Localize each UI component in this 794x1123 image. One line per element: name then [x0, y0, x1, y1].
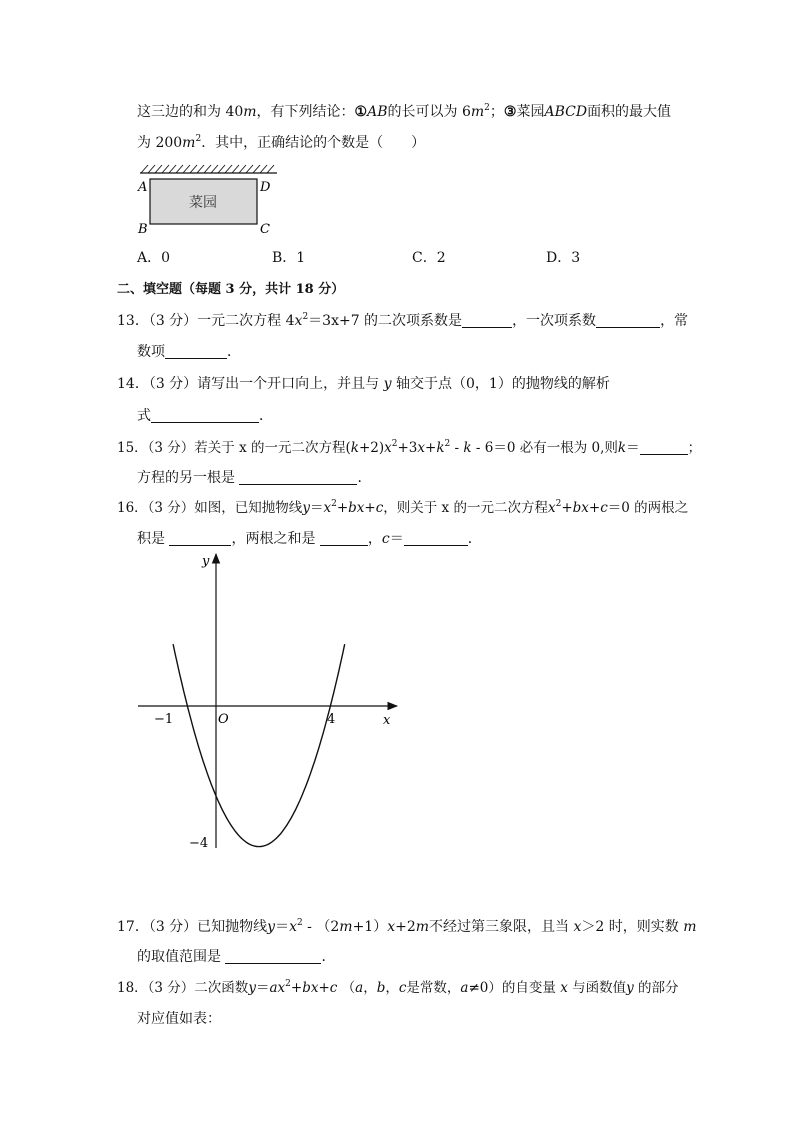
tick-label-x-minus-1: −1 [154, 712, 174, 727]
answer-blank[interactable] [640, 440, 688, 455]
option-d: D．3 [546, 250, 581, 266]
question-14: 14．（3 分）请写出一个开口向上，并且与 y 轴交于点（0，1）的抛物线的解析 [117, 376, 610, 392]
answer-blank[interactable] [596, 313, 660, 328]
x-axis-label: x [383, 713, 391, 728]
vertex-c: C [260, 222, 270, 237]
answer-blank[interactable] [169, 531, 231, 546]
origin-label: O [218, 712, 229, 727]
option-b: B．1 [272, 250, 306, 266]
question-18-line-2: 对应值如表： [137, 1011, 221, 1027]
tick-label-x-4: 4 [327, 712, 336, 727]
answer-blank[interactable] [165, 344, 227, 359]
vertex-b: B [138, 222, 148, 237]
question-15: 15．（3 分）若关于 x 的一元二次方程$(k+2)x^2+3x+k^2 - k - 6=0$ 必有一根为 0,则k＝ ； [117, 439, 702, 456]
answer-blank[interactable] [404, 531, 468, 546]
question-16: 16．（3 分）如图，已知抛物线$y=x^2+bx+c$，则关于 x 的一元二次方程$x^2+bx+c=0$ 的两根之 [117, 499, 689, 516]
vertex-d: D [260, 180, 271, 195]
intro-line-2: 为 $200m^2$．其中，正确结论的个数是（ ） [137, 134, 426, 151]
tick-label-y-minus-4: −4 [189, 836, 209, 851]
question-16-line-2: 积是 ，两根之和是 ，c＝ ． [137, 531, 482, 547]
answer-blank[interactable] [151, 408, 259, 423]
answer-blank[interactable] [225, 949, 321, 964]
y-axis-label: y [202, 554, 210, 569]
vertex-a: A [138, 180, 148, 195]
answer-blank[interactable] [320, 531, 368, 546]
garden-label: 菜园 [189, 195, 217, 211]
question-17: 17．（3 分）已知抛物线$y=x^2 - (2m+1)x+2m$不经过第三象限，且当 x＞2 时，则实数 m [117, 918, 697, 935]
question-18: 18．（3 分）二次函数$y=ax^2+bx+c$ （a，b，c是常数，a≠0）的自变量 x 与函数值y 的部分 [117, 979, 679, 996]
question-17-line-2: 的取值范围是 ． [137, 949, 336, 965]
question-13: 13．（3 分）一元二次方程 $4x^2=3x+7$ 的二次项系数是 ，一次项系数 ，常 [117, 312, 689, 329]
answer-blank[interactable] [239, 470, 357, 485]
intro-line-1: 这三边的和为 40m，有下列结论：①AB的长可以为 $6m^2$；③菜园ABCD面积的最大值 [137, 103, 672, 120]
question-15-line-2: 方程的另一根是 ． [137, 470, 372, 486]
option-a: A．0 [137, 250, 171, 266]
section-title: 二、填空题（每题 3 分，共计 18 分） [117, 282, 345, 297]
question-14-line-2: 式 ． [137, 408, 273, 424]
parabola-curve [173, 644, 345, 847]
garden-figure [135, 162, 285, 238]
option-c: C．2 [412, 250, 446, 266]
question-13-line-2: 数项 ． [137, 344, 241, 360]
answer-blank[interactable] [462, 313, 512, 328]
parabola-graph [130, 548, 410, 910]
